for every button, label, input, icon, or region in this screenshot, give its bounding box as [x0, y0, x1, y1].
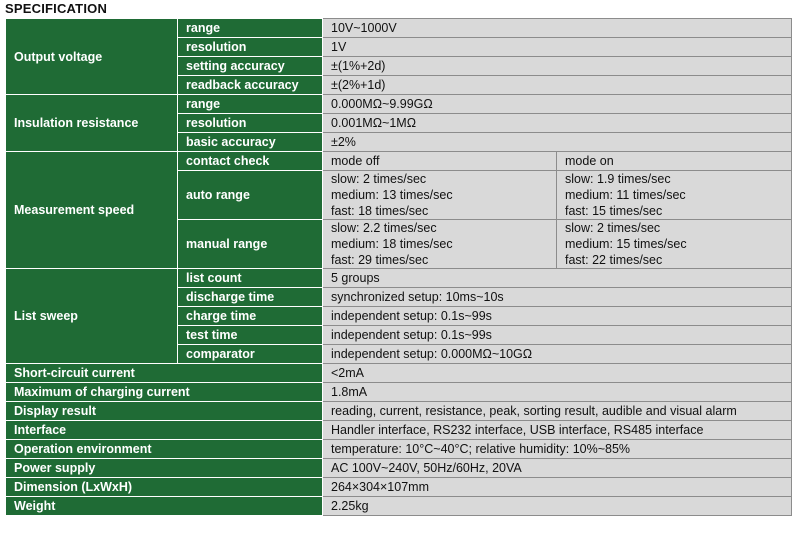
param-value: 5 groups: [323, 269, 792, 288]
table-row: [6, 421, 792, 440]
speed-line: medium: 15 times/sec: [565, 237, 687, 251]
speed-line: slow: 2 times/sec: [331, 172, 427, 186]
param-label: readback accuracy: [178, 76, 323, 95]
param-value: 0.001MΩ~1MΩ: [323, 114, 792, 133]
table-row: [6, 383, 792, 402]
spec-value: 2.25kg: [323, 497, 792, 516]
spec-label: Short-circuit current: [6, 364, 323, 383]
category-insulation-resistance: Insulation resistance: [6, 95, 178, 152]
param-label: range: [178, 19, 323, 38]
mode-on-header: mode on: [557, 152, 792, 171]
param-value: 1V: [323, 38, 792, 57]
param-label: discharge time: [178, 288, 323, 307]
spec-value: <2mA: [323, 364, 792, 383]
speed-line: slow: 2.2 times/sec: [331, 221, 437, 235]
param-value: ±(1%+2d): [323, 57, 792, 76]
param-value: independent setup: 0.1s~99s: [323, 307, 792, 326]
param-label: basic accuracy: [178, 133, 323, 152]
spec-label: Operation environment: [6, 440, 323, 459]
table-row: [6, 440, 792, 459]
param-value: independent setup: 0.1s~99s: [323, 326, 792, 345]
speed-line: fast: 15 times/sec: [565, 204, 663, 218]
param-label: comparator: [178, 345, 323, 364]
speed-line: medium: 11 times/sec: [565, 188, 686, 202]
param-value: independent setup: 0.000MΩ~10GΩ: [323, 345, 792, 364]
table-row: [6, 269, 792, 288]
spec-value: 1.8mA: [323, 383, 792, 402]
table-row: [6, 152, 792, 171]
param-label: range: [178, 95, 323, 114]
manual-range-mode-on: [557, 220, 792, 269]
speed-line: slow: 2 times/sec: [565, 221, 661, 235]
param-label: setting accuracy: [178, 57, 323, 76]
speed-line: slow: 1.9 times/sec: [565, 172, 671, 186]
spec-label: Power supply: [6, 459, 323, 478]
spec-value: Handler interface, RS232 interface, USB interface, RS485 interface: [323, 421, 792, 440]
spec-label: Interface: [6, 421, 323, 440]
param-value: 0.000MΩ~9.99GΩ: [323, 95, 792, 114]
mode-off-header: mode off: [323, 152, 557, 171]
param-label: resolution: [178, 114, 323, 133]
category-output-voltage: Output voltage: [6, 19, 178, 95]
auto-range-mode-off: [323, 171, 557, 220]
param-value: ±2%: [323, 133, 792, 152]
param-label: charge time: [178, 307, 323, 326]
spec-label: Maximum of charging current: [6, 383, 323, 402]
category-list-sweep: List sweep: [6, 269, 178, 364]
manual-range-mode-off: [323, 220, 557, 269]
param-label: manual range: [178, 220, 323, 269]
page-title: SPECIFICATION: [5, 1, 108, 16]
table-row: [6, 364, 792, 383]
param-label: contact check: [178, 152, 323, 171]
table-row: [6, 402, 792, 421]
speed-line: fast: 18 times/sec: [331, 204, 429, 218]
spec-label: Weight: [6, 497, 323, 516]
spec-value: 264×304×107mm: [323, 478, 792, 497]
table-row: [6, 497, 792, 516]
param-label: resolution: [178, 38, 323, 57]
table-row: [6, 459, 792, 478]
param-label: auto range: [178, 171, 323, 220]
specification-table: [5, 18, 792, 516]
param-label: list count: [178, 269, 323, 288]
param-value: 10V~1000V: [323, 19, 792, 38]
param-label: test time: [178, 326, 323, 345]
spec-label: Display result: [6, 402, 323, 421]
speed-line: medium: 18 times/sec: [331, 237, 453, 251]
param-value: synchronized setup: 10ms~10s: [323, 288, 792, 307]
param-value: ±(2%+1d): [323, 76, 792, 95]
spec-label: Dimension (LxWxH): [6, 478, 323, 497]
table-row: [6, 95, 792, 114]
spec-value: temperature: 10°C~40°C; relative humidity: 10%~85%: [323, 440, 792, 459]
spec-value: AC 100V~240V, 50Hz/60Hz, 20VA: [323, 459, 792, 478]
category-measurement-speed: Measurement speed: [6, 152, 178, 269]
table-row: [6, 478, 792, 497]
speed-line: fast: 22 times/sec: [565, 253, 663, 267]
speed-line: medium: 13 times/sec: [331, 188, 453, 202]
speed-line: fast: 29 times/sec: [331, 253, 429, 267]
auto-range-mode-on: [557, 171, 792, 220]
spec-value: reading, current, resistance, peak, sorting result, audible and visual alarm: [323, 402, 792, 421]
table-row: [6, 19, 792, 38]
